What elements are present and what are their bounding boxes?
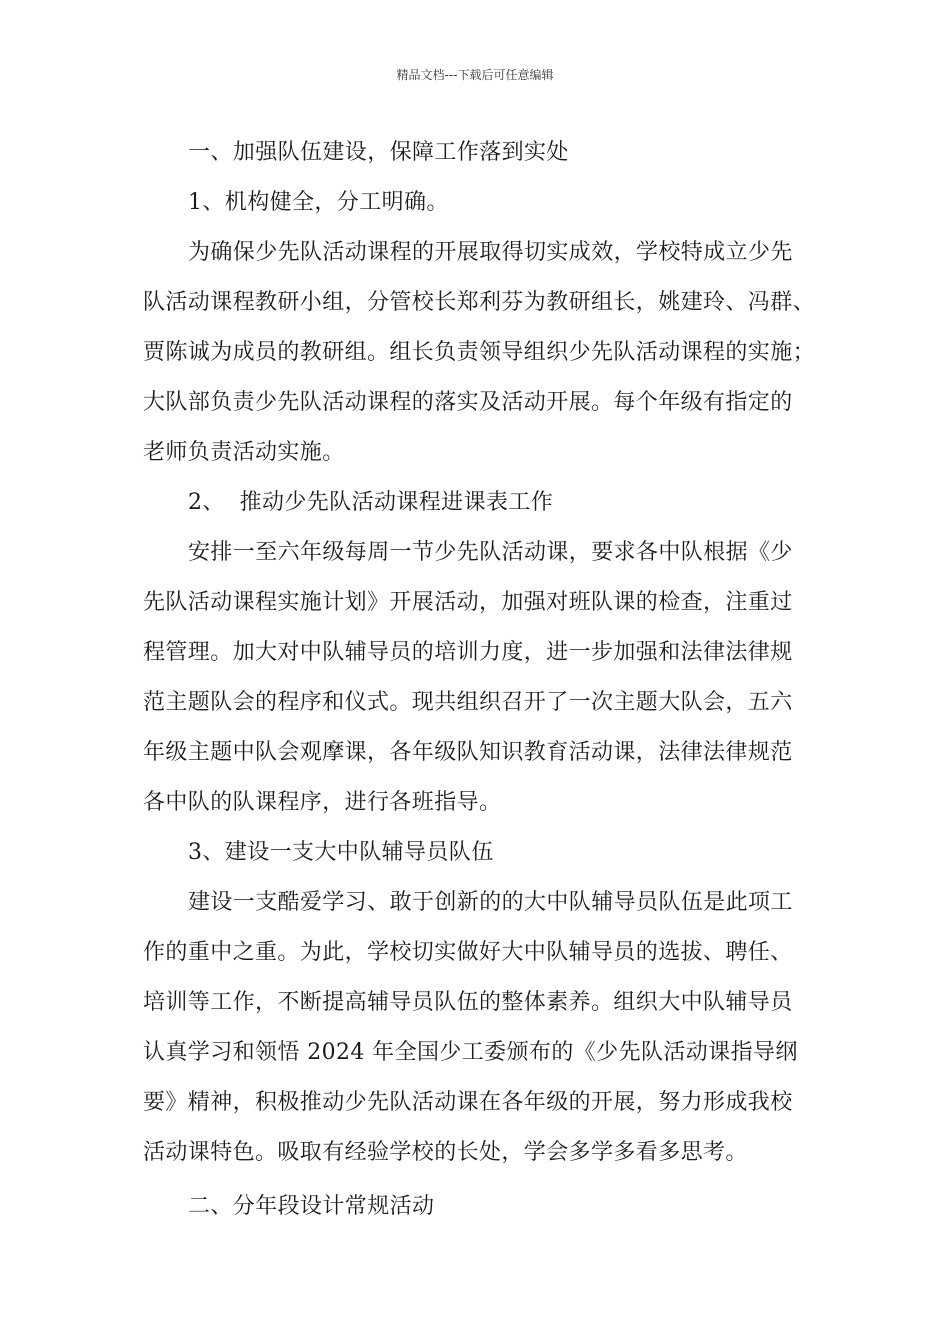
paragraph-line: 要》精神，积极推动少先队活动课在各年级的开展，努力形成我校 xyxy=(143,1090,793,1115)
subsection-heading-2: 2、 推动少先队活动课程进课表工作 xyxy=(188,490,554,515)
paragraph-line: 程管理。加大对中队辅导员的培训力度，进一步加强和法律法律规 xyxy=(143,640,793,665)
paragraph-line: 活动课特色。吸取有经验学校的长处，学会多学多看多思考。 xyxy=(143,1140,748,1165)
subsection-heading-1: 1、机构健全，分工明确。 xyxy=(188,190,449,215)
document-body xyxy=(143,128,823,1232)
paragraph-line: 年级主题中队会观摩课，各年级队知识教育活动课，法律法律规范 xyxy=(143,740,793,765)
section-heading-1: 一、加强队伍建设，保障工作落到实处 xyxy=(188,140,569,165)
subsection-heading-3: 3、建设一支大中队辅导员队伍 xyxy=(188,840,494,865)
paragraph-3 xyxy=(143,878,823,1178)
paragraph-line: 先队活动课程实施计划》开展活动，加强对班队课的检查，注重过 xyxy=(143,590,793,615)
section-heading-2: 二、分年段设计常规活动 xyxy=(188,1194,435,1219)
paragraph-line: 认真学习和领悟 2024 年全国少工委颁布的《少先队活动课指导纲 xyxy=(143,1040,798,1065)
paragraph-line: 安排一至六年级每周一节少先队活动课，要求各中队根据《少 xyxy=(188,540,793,565)
paragraph-line: 队活动课程教研小组，分管校长郑利芬为教研组长，姚建玲、冯群、 xyxy=(143,290,816,315)
paragraph-line: 范主题队会的程序和仪式。现共组织召开了一次主题大队会，五六 xyxy=(143,690,793,715)
paragraph-line: 作的重中之重。为此，学校切实做好大中队辅导员的选拔、聘任、 xyxy=(143,940,793,965)
page-header: 精品文档---下载后可任意编辑 xyxy=(396,68,554,82)
paragraph-line: 贾陈诚为成员的教研组。组长负责领导组织少先队活动课程的实施； xyxy=(143,340,816,365)
paragraph-line: 大队部负责少先队活动课程的落实及活动开展。每个年级有指定的 xyxy=(143,390,793,415)
paragraph-line: 老师负责活动实施。 xyxy=(143,440,345,465)
paragraph-1 xyxy=(143,228,823,478)
paragraph-line: 建设一支酷爱学习、敢于创新的的大中队辅导员队伍是此项工 xyxy=(188,890,793,915)
paragraph-line: 为确保少先队活动课程的开展取得切实成效，学校特成立少先 xyxy=(188,240,793,265)
paragraph-line: 各中队的队课程序，进行各班指导。 xyxy=(143,790,502,815)
paragraph-line: 培训等工作，不断提高辅导员队伍的整体素养。组织大中队辅导员 xyxy=(143,990,793,1015)
paragraph-2 xyxy=(143,528,823,828)
